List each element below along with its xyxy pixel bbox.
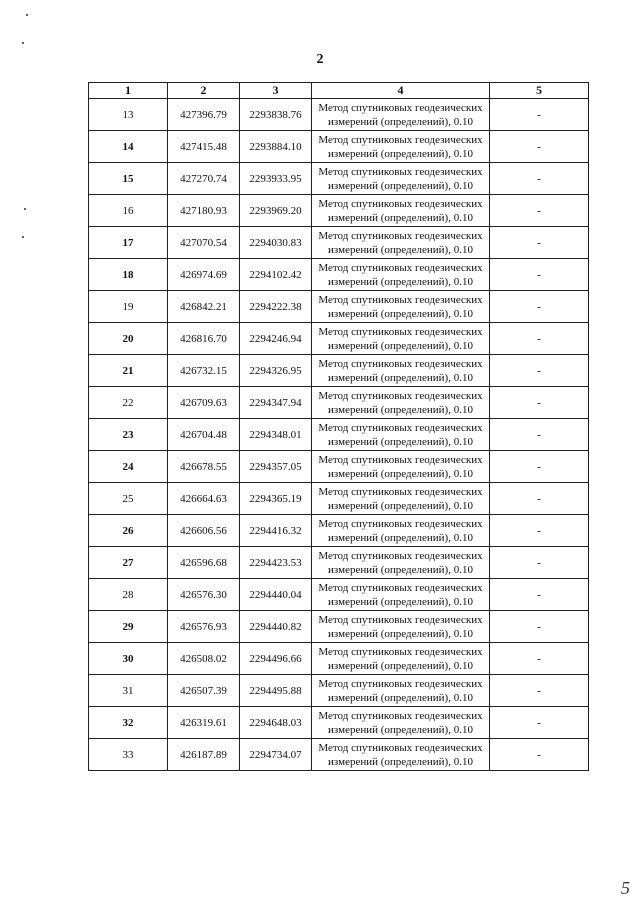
table-row [89,515,589,547]
table-row [89,355,589,387]
method-line-1: Метод спутниковых геодезических [318,677,483,690]
coord-x: 426187.89 [168,739,240,771]
coord-y: 2294648.03 [240,707,312,739]
point-number: 19 [89,291,168,323]
margin-dot [22,236,24,238]
table-row [89,419,589,451]
method-cell [312,707,490,739]
method-line-2: измерений (определений), 0.10 [328,147,473,160]
point-number: 29 [89,611,168,643]
coord-y: 2293933.95 [240,163,312,195]
description-cell: - [490,291,589,323]
method-line-2: измерений (определений), 0.10 [328,371,473,384]
method-line-2: измерений (определений), 0.10 [328,435,473,448]
coord-x: 427180.93 [168,195,240,227]
margin-dot [24,208,26,210]
coord-y: 2294348.01 [240,419,312,451]
description-cell: - [490,739,589,771]
table-row [89,291,589,323]
table-row [89,643,589,675]
page-number: 2 [316,52,324,67]
description-cell: - [490,227,589,259]
method-line-2: измерений (определений), 0.10 [328,755,473,768]
coord-x: 426319.61 [168,707,240,739]
point-number: 23 [89,419,168,451]
method-line-1: Метод спутниковых геодезических [318,549,483,562]
coord-x: 427270.74 [168,163,240,195]
table-row [89,547,589,579]
coord-y: 2294246.94 [240,323,312,355]
point-number: 15 [89,163,168,195]
method-cell [312,547,490,579]
method-cell [312,579,490,611]
coord-y: 2293969.20 [240,195,312,227]
header-col-1: 1 [89,83,168,99]
method-line-1: Метод спутниковых геодезических [318,453,483,466]
description-cell: - [490,675,589,707]
margin-dot [22,42,24,44]
description-cell: - [490,387,589,419]
method-line-2: измерений (определений), 0.10 [328,211,473,224]
method-line-2: измерений (определений), 0.10 [328,691,473,704]
method-line-2: измерений (определений), 0.10 [328,339,473,352]
description-cell: - [490,547,589,579]
point-number: 30 [89,643,168,675]
method-line-1: Метод спутниковых геодезических [318,581,483,594]
method-cell [312,675,490,707]
point-number: 21 [89,355,168,387]
coord-x: 426816.70 [168,323,240,355]
coord-x: 426664.63 [168,483,240,515]
coord-x: 426576.93 [168,611,240,643]
coord-x: 426508.02 [168,643,240,675]
point-number: 14 [89,131,168,163]
coord-y: 2294102.42 [240,259,312,291]
point-number: 31 [89,675,168,707]
header-col-5: 5 [490,83,589,99]
table-row [89,579,589,611]
method-cell [312,643,490,675]
method-line-1: Метод спутниковых геодезических [318,133,483,146]
coord-x: 426842.21 [168,291,240,323]
method-cell [312,515,490,547]
coord-y: 2294734.07 [240,739,312,771]
coord-y: 2294423.53 [240,547,312,579]
point-number: 24 [89,451,168,483]
description-cell: - [490,483,589,515]
coord-y: 2294357.05 [240,451,312,483]
coord-x: 426507.39 [168,675,240,707]
table-row [89,227,589,259]
corner-page-mark: 5 [621,878,630,898]
method-line-1: Метод спутниковых геодезических [318,101,483,114]
coord-x: 426596.68 [168,547,240,579]
coord-y: 2294030.83 [240,227,312,259]
point-number: 22 [89,387,168,419]
description-cell: - [490,451,589,483]
method-line-1: Метод спутниковых геодезических [318,485,483,498]
method-line-2: измерений (определений), 0.10 [328,627,473,640]
coord-y: 2294440.82 [240,611,312,643]
method-line-2: измерений (определений), 0.10 [328,531,473,544]
description-cell: - [490,131,589,163]
method-line-2: измерений (определений), 0.10 [328,595,473,608]
coord-y: 2294440.04 [240,579,312,611]
coord-x: 426678.55 [168,451,240,483]
point-number: 18 [89,259,168,291]
description-cell: - [490,323,589,355]
description-cell: - [490,195,589,227]
point-number: 28 [89,579,168,611]
table-row [89,387,589,419]
table-row [89,323,589,355]
method-line-1: Метод спутниковых геодезических [318,517,483,530]
method-line-2: измерений (определений), 0.10 [328,243,473,256]
description-cell: - [490,515,589,547]
method-line-1: Метод спутниковых геодезических [318,261,483,274]
coord-x: 427415.48 [168,131,240,163]
coord-x: 426704.48 [168,419,240,451]
description-cell: - [490,707,589,739]
table-row [89,611,589,643]
coord-y: 2293884.10 [240,131,312,163]
description-cell: - [490,419,589,451]
point-number: 13 [89,99,168,131]
method-cell [312,195,490,227]
method-line-2: измерений (определений), 0.10 [328,275,473,288]
coord-y: 2294347.94 [240,387,312,419]
method-line-1: Метод спутниковых геодезических [318,389,483,402]
point-number: 27 [89,547,168,579]
coord-y: 2294222.38 [240,291,312,323]
coord-y: 2294326.95 [240,355,312,387]
method-line-1: Метод спутниковых геодезических [318,645,483,658]
table-row [89,707,589,739]
method-line-1: Метод спутниковых геодезических [318,229,483,242]
header-col-3: 3 [240,83,312,99]
method-line-1: Метод спутниковых геодезических [318,293,483,306]
coord-y: 2294365.19 [240,483,312,515]
method-line-1: Метод спутниковых геодезических [318,741,483,754]
coord-y: 2294495.88 [240,675,312,707]
coord-x: 426732.15 [168,355,240,387]
coord-x: 426709.63 [168,387,240,419]
coord-y: 2294496.66 [240,643,312,675]
coord-y: 2293838.76 [240,99,312,131]
description-cell: - [490,259,589,291]
method-line-1: Метод спутниковых геодезических [318,357,483,370]
coordinates-table [88,82,589,771]
method-cell [312,99,490,131]
coord-x: 427070.54 [168,227,240,259]
method-line-2: измерений (определений), 0.10 [328,115,473,128]
table-row [89,451,589,483]
table-row [89,195,589,227]
coord-x: 427396.79 [168,99,240,131]
coord-y: 2294416.32 [240,515,312,547]
table-body [89,99,589,771]
table-row [89,163,589,195]
description-cell: - [490,99,589,131]
method-cell [312,163,490,195]
method-cell [312,387,490,419]
table-row [89,739,589,771]
method-cell [312,419,490,451]
method-line-2: измерений (определений), 0.10 [328,467,473,480]
method-line-2: измерений (определений), 0.10 [328,499,473,512]
point-number: 32 [89,707,168,739]
method-line-1: Метод спутниковых геодезических [318,421,483,434]
method-cell [312,291,490,323]
method-line-1: Метод спутниковых геодезических [318,613,483,626]
method-line-1: Метод спутниковых геодезических [318,165,483,178]
description-cell: - [490,611,589,643]
description-cell: - [490,643,589,675]
description-cell: - [490,579,589,611]
point-number: 16 [89,195,168,227]
table-row [89,675,589,707]
point-number: 33 [89,739,168,771]
method-line-2: измерений (определений), 0.10 [328,563,473,576]
method-cell [312,131,490,163]
point-number: 17 [89,227,168,259]
method-cell [312,483,490,515]
method-cell [312,323,490,355]
header-col-2: 2 [168,83,240,99]
method-line-1: Метод спутниковых геодезических [318,197,483,210]
method-line-1: Метод спутниковых геодезических [318,709,483,722]
method-line-2: измерений (определений), 0.10 [328,723,473,736]
point-number: 25 [89,483,168,515]
method-cell [312,227,490,259]
point-number: 26 [89,515,168,547]
method-line-2: измерений (определений), 0.10 [328,659,473,672]
table-header-row [89,83,589,99]
method-line-1: Метод спутниковых геодезических [318,325,483,338]
method-cell [312,451,490,483]
method-cell [312,259,490,291]
method-cell [312,355,490,387]
table-row [89,483,589,515]
table-row [89,131,589,163]
method-cell [312,611,490,643]
method-line-2: измерений (определений), 0.10 [328,179,473,192]
method-cell [312,739,490,771]
point-number: 20 [89,323,168,355]
table-row [89,99,589,131]
method-line-2: измерений (определений), 0.10 [328,307,473,320]
description-cell: - [490,163,589,195]
table-row [89,259,589,291]
coord-x: 426606.56 [168,515,240,547]
coord-x: 426576.30 [168,579,240,611]
margin-dot [26,14,28,16]
coord-x: 426974.69 [168,259,240,291]
method-line-2: измерений (определений), 0.10 [328,403,473,416]
header-col-4: 4 [312,83,490,99]
description-cell: - [490,355,589,387]
